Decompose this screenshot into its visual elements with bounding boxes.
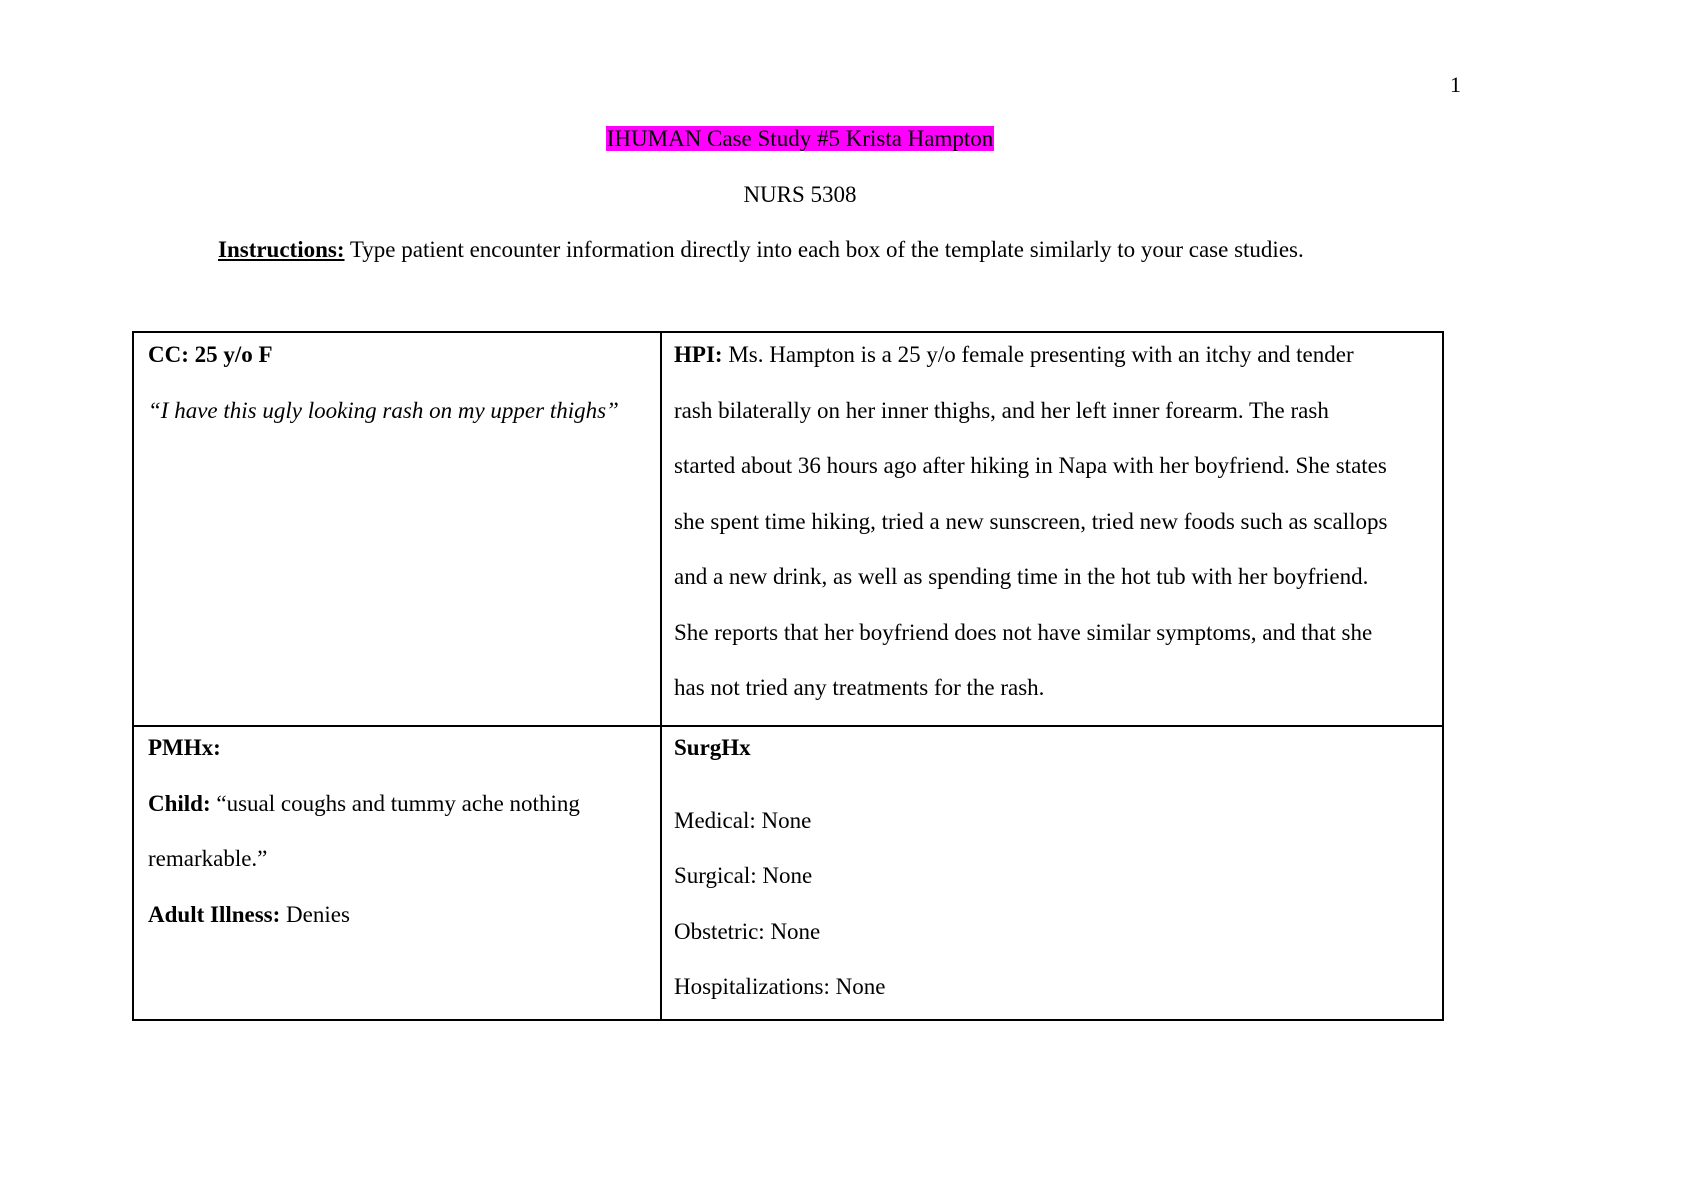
hpi-cell — [674, 327, 1434, 716]
hpi-line-5: and a new drink, as well as spending time in the hot tub with her boyfriend. — [674, 564, 1369, 589]
pmhx-adult — [148, 887, 653, 943]
hpi-line-3: started about 36 hours ago after hiking in Napa with her boyfriend. She states — [674, 453, 1387, 478]
surghx-hospitalizations: Hospitalizations: None — [674, 974, 886, 999]
surghx-obstetric: Obstetric: None — [674, 918, 821, 944]
cc-quote: “I have this ugly looking rash on my upper thighs” — [148, 397, 619, 423]
hpi-line-7: has not tried any treatments for the rash. — [674, 675, 1045, 700]
hpi-line-4: she spent time hiking, tried a new sunscreen, tried new foods such as scallops — [674, 508, 1388, 534]
title-highlight: IHUMAN Case Study #5 Krista Hampton — [606, 126, 994, 151]
instructions — [218, 237, 1304, 263]
adult-illness-value: Denies — [280, 901, 350, 927]
pmhx-cell — [148, 720, 653, 942]
hpi-label: HPI: — [674, 342, 723, 367]
surghx-cell — [674, 720, 1434, 1015]
adult-illness-label: Adult Illness: — [148, 901, 281, 927]
surghx-surgical: Surgical: None — [674, 863, 813, 888]
instructions-text: Type patient encounter information directly into each box of the template similarly to your case studies. — [344, 237, 1304, 262]
course-code: NURS 5308 — [743, 182, 857, 207]
cc-cell — [148, 327, 653, 438]
cc-label: CC: 25 y/o F — [148, 342, 273, 367]
document-title — [0, 126, 1600, 152]
hpi-line-6: She reports that her boyfriend does not have similar symptoms, and that she — [674, 619, 1373, 645]
child-value: “usual coughs and tummy ache nothing — [210, 790, 580, 816]
surghx-medical: Medical: None — [674, 807, 812, 833]
table-column-divider — [660, 333, 662, 1019]
page-number: 1 — [1450, 72, 1461, 97]
hpi-text: Ms. Hampton is a 25 y/o female presenting with an itchy and tender — [722, 342, 1354, 367]
hpi-line-1 — [674, 327, 1434, 383]
hpi-line-2: rash bilaterally on her inner thighs, and her left inner forearm. The rash — [674, 397, 1329, 423]
child-label: Child: — [148, 790, 211, 816]
pmhx-label: PMHx: — [148, 735, 221, 760]
instructions-label: Instructions: — [218, 237, 345, 262]
pmhx-child-cont: remarkable.” — [148, 846, 268, 871]
pmhx-child — [148, 776, 653, 832]
surghx-label: SurgHx — [674, 735, 751, 760]
encounter-table — [132, 331, 1444, 1021]
